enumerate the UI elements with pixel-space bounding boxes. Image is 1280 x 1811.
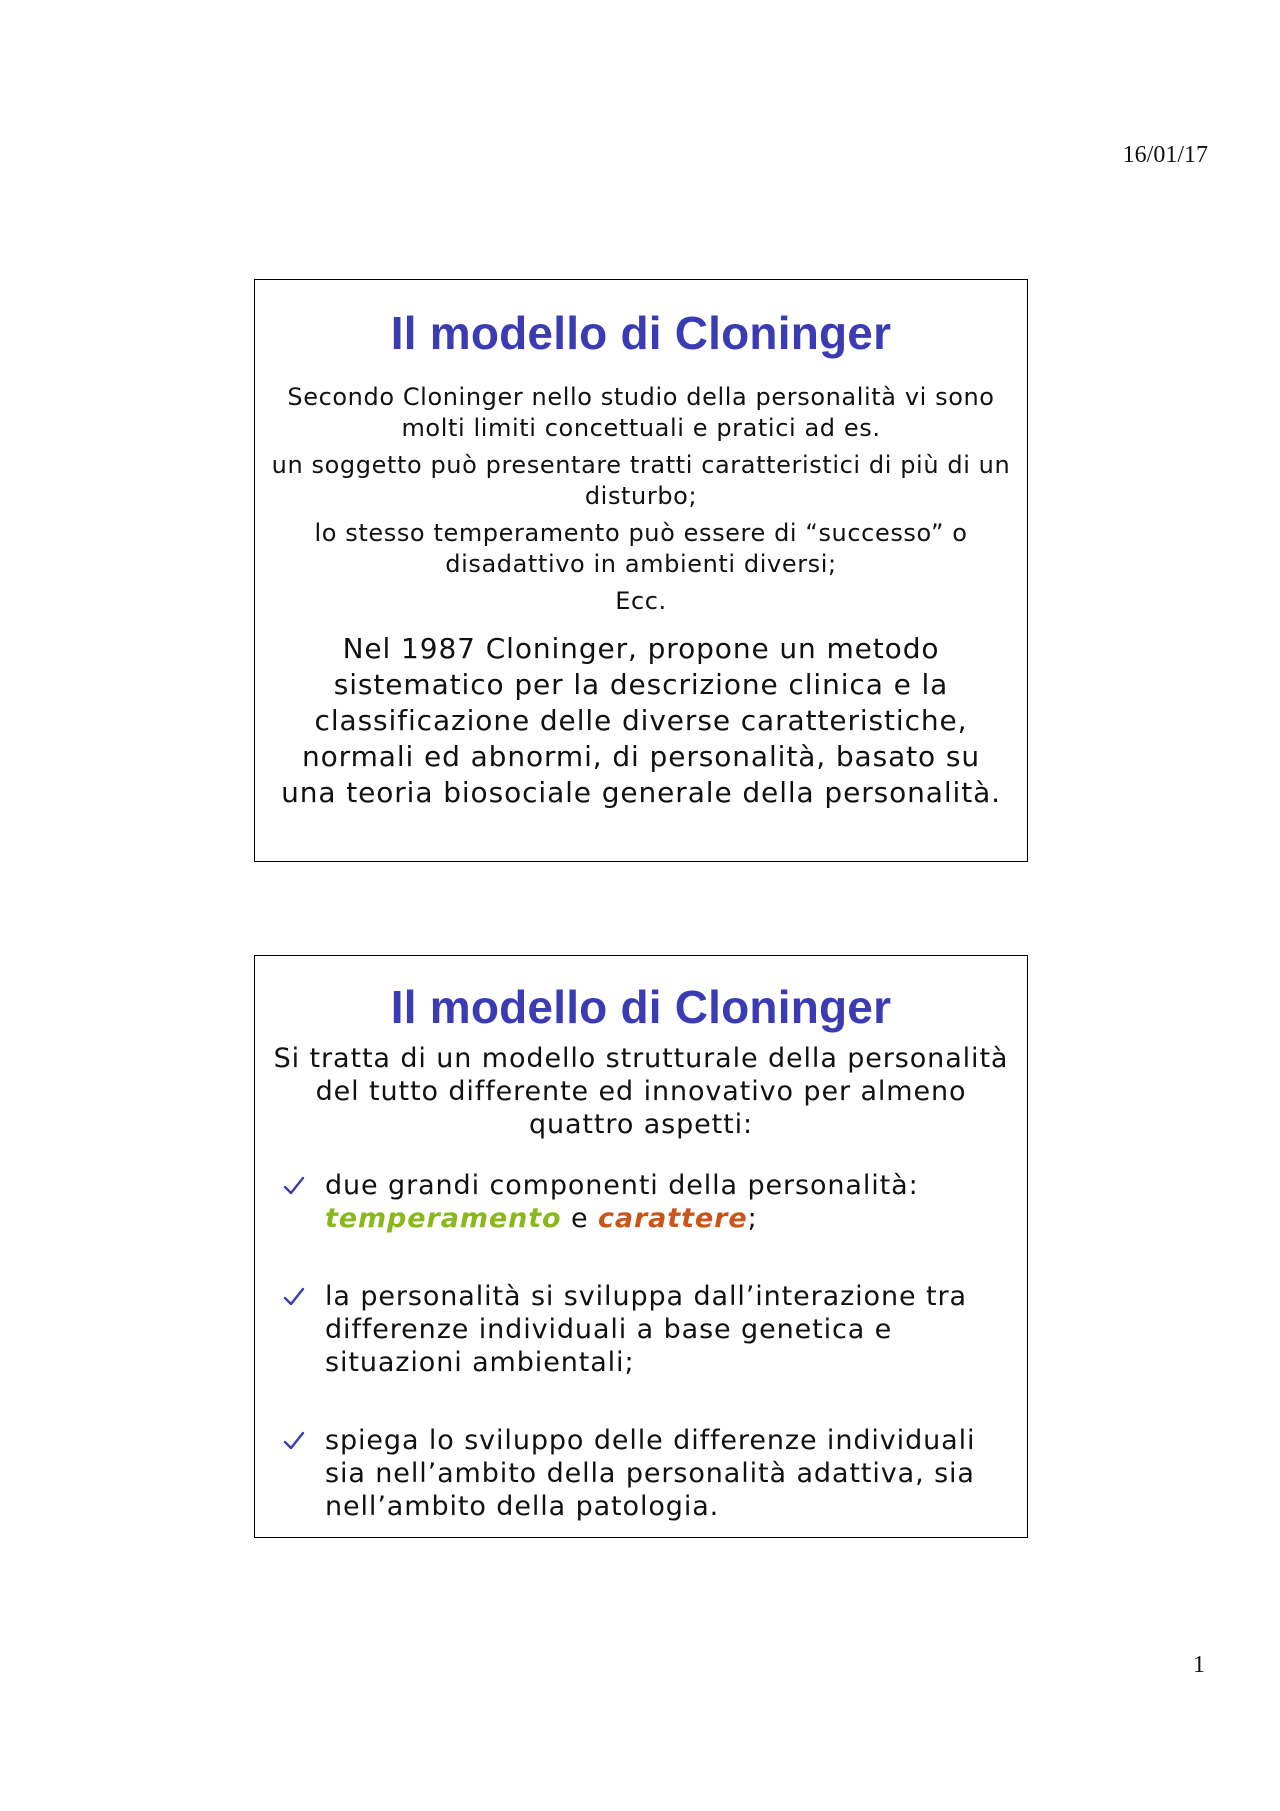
term-temperamento: temperamento: [325, 1203, 562, 1234]
page-number: 1: [1193, 1652, 1205, 1678]
bullet-text: spiega lo sviluppo delle differenze individuali sia nell’ambito della personalità adattiva, sia nell’ambito della patologia.: [325, 1425, 976, 1522]
intro-line: un soggetto può presentare tratti caratteristici di più di un disturbo;: [271, 451, 1011, 510]
bullet-text: [325, 1169, 919, 1235]
page-date: 16/01/17: [1122, 142, 1208, 168]
checkmark-icon: [283, 1430, 305, 1452]
checkmark-icon: [283, 1175, 305, 1197]
bullet-item: [283, 1424, 1007, 1523]
slide-1: [254, 279, 1028, 862]
lead-paragraph: Si tratta di un modello strutturale della personalità del tutto differente ed innovativo per almeno quattro aspetti:: [273, 1043, 1009, 1140]
bullet-joiner: e: [570, 1203, 589, 1234]
intro-line: Secondo Cloninger nello studio della personalità vi sono molti limiti concettuali e pratici ad es.: [287, 383, 995, 442]
bullet-end: ;: [747, 1203, 758, 1234]
intro-line: Ecc.: [615, 587, 667, 615]
main-paragraph: Nel 1987 Cloninger, propone un metodo sistematico per la descrizione clinica e la classificazione delle diverse caratteristiche, normali ed abnormi, di personalità, basato su una teoria biosociale generale della personalità.: [281, 632, 1001, 809]
term-carattere: carattere: [597, 1203, 748, 1234]
bullet-item: [283, 1280, 1007, 1379]
bullet-list: [255, 1169, 1027, 1523]
bullet-item: [283, 1169, 1007, 1235]
intro-line: lo stesso temperamento può essere di “successo” o disadattivo in ambienti diversi;: [314, 519, 968, 578]
bullet-text: la personalità si sviluppa dall’interazione tra differenze individuali a base genetica e situazioni ambientali;: [325, 1281, 967, 1378]
slide-title: Il modello di Cloninger: [390, 307, 892, 359]
checkmark-icon: [283, 1286, 305, 1308]
slide-2: [254, 955, 1028, 1538]
bullet-text-lead: due grandi componenti della personalità:: [325, 1170, 919, 1201]
slide-title: Il modello di Cloninger: [390, 981, 892, 1033]
intro-block: [255, 382, 1027, 617]
